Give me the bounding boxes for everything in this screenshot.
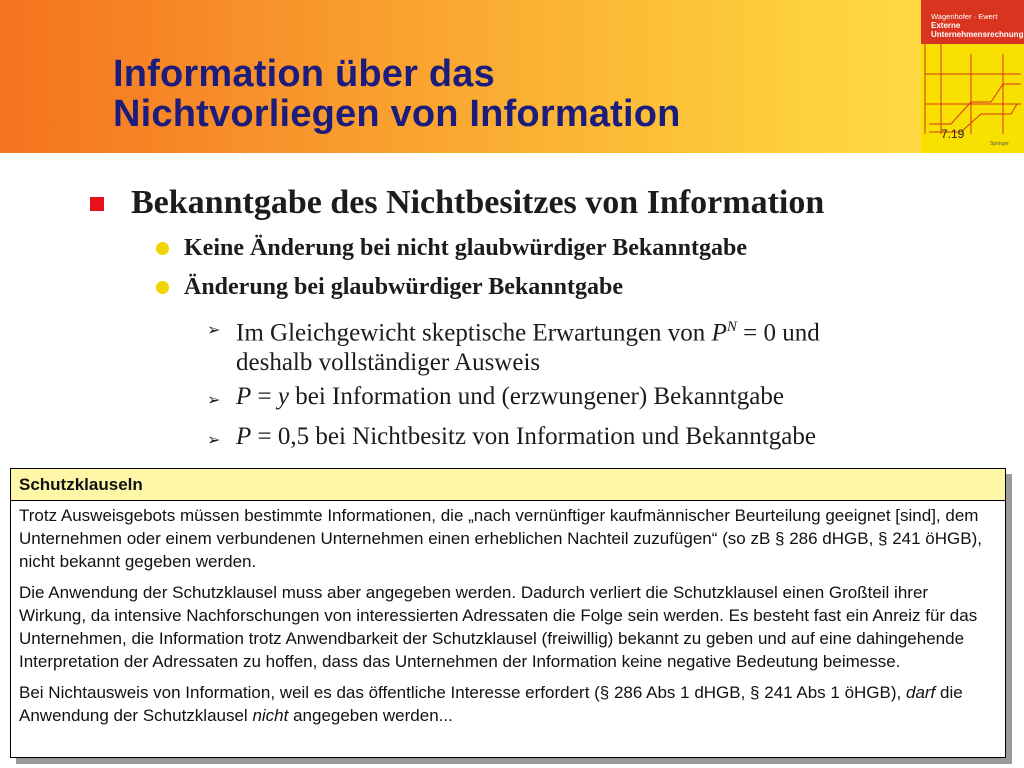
info-box-paragraph: Die Anwendung der Schutzklausel muss aber angegeben werden. Dadurch verliert die Schutzklausel einen Großteil ihrer Wirkung, da intensive Nachforschungen von interessierten Adressaten die Folge sein werden. Es besteht fast ein Anreiz für das Unternehmen, die Information trotz Anwendbarkeit der Schutzklausel (freiwillig) bekannt zu geben und auf eine dahingehende Interpretation der Adressaten zu hoffen, dass das Unternehmen der Information keine negative Bedeutung beimesse. [19,583,978,671]
book-cover-graph-icon [921,44,1024,153]
slide-number: 7.19 [941,127,965,141]
book-title-line1: Externe [931,21,961,30]
bullet-level2-item: Änderung bei glaubwürdiger Bekanntgabe [184,274,623,300]
bullet-text: bei Information und (erzwungener) Bekanntgabe [289,383,784,410]
yellow-dot-bullet-icon [156,281,169,294]
paragraph-text: Bei Nichtausweis von Information, weil es das öffentliche Interesse erfordert (§ 286 Abs 1 dHGB, § 241 Abs 1 öHGB), [19,683,906,702]
symbol-superscript-n: N [726,319,737,335]
info-box-paragraph [19,681,997,727]
slide-title [113,54,681,134]
emphasis-darf: darf [905,683,936,702]
symbol-p: P [711,319,727,347]
bullet-text: = [251,383,278,410]
symbol-y: y [277,383,289,410]
symbol-p: P [236,383,252,410]
bullet-level2-item: Keine Änderung bei nicht glaubwürdiger Bekanntgabe [184,235,747,261]
box-shadow-bottom [16,758,1012,764]
arrow-bullet-icon: ➢ [207,322,221,339]
yellow-dot-bullet-icon [156,242,169,255]
bullet-text: = 0,5 bei Nichtbesitz von Information und Bekanntgabe [251,423,816,450]
bullet-text: Im Gleichgewicht skeptische Erwartungen von [236,319,712,347]
book-title [931,21,1023,39]
publisher-label: Springer [990,141,1009,147]
emphasis-nicht: nicht [252,706,289,725]
arrow-bullet-icon: ➢ [207,392,221,409]
slide-title-line2: Nichtvorliegen von Information [113,93,681,135]
info-box-paragraph: Trotz Ausweisgebots müssen bestimmte Informationen, die „nach vernünftiger kaufmännischer Beurteilung geeignet [sind], dem Unternehmen oder einem verbundenen Unternehmen einen erheblichen Nachteil zuzufügen“ (so zB § 286 dHGB, § 241 öHGB), nicht bekannt gegeben werden. [19,506,982,571]
info-box-body [11,501,1005,727]
bullet-level3-item [236,422,816,452]
paragraph-text: die Anwendung der Schutzklausel [19,683,963,725]
info-box [10,468,1006,758]
symbol-p: P [236,423,252,450]
bullet-level3-item [236,312,820,378]
book-author: Wagenhofer · Ewert [931,12,998,21]
book-cover-thumbnail [921,0,1024,153]
book-cover-top [921,0,1024,44]
bullet-level1: Bekanntgabe des Nichtbesitzes von Information [131,184,825,221]
box-shadow-right [1006,474,1012,764]
bullet-text: deshalb vollständiger Ausweis [236,349,541,377]
red-square-bullet-icon [90,197,104,211]
arrow-bullet-icon: ➢ [207,432,221,449]
book-title-line2: Unternehmensrechnung [931,30,1024,39]
bullet-text: = 0 und [736,319,820,347]
bullet-level3-item [236,382,784,412]
info-box-heading: Schutzklauseln [11,469,1005,501]
paragraph-text: angegeben werden... [288,706,453,725]
slide-title-line1: Information über das [113,53,495,95]
